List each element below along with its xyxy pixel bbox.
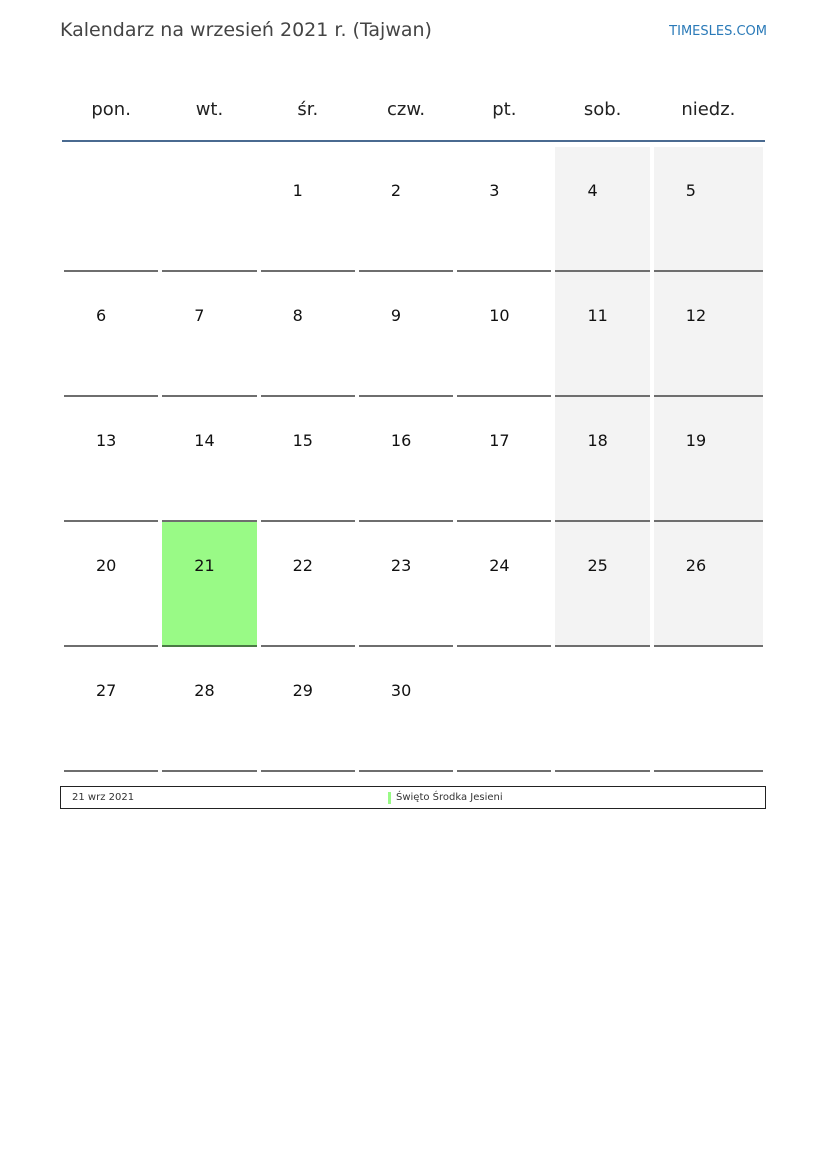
day-number: 3 <box>489 181 500 200</box>
day-number: 13 <box>96 431 117 450</box>
day-number: 11 <box>587 306 608 325</box>
legend-holiday-name: Święto Środka Jesieni <box>396 792 503 803</box>
weekday-header-row <box>62 76 765 142</box>
day-number: 25 <box>587 556 608 575</box>
day-cell <box>654 647 763 772</box>
day-cell-weekend <box>654 522 763 647</box>
weeks <box>62 147 765 772</box>
day-cell <box>162 647 256 772</box>
site-link[interactable]: TIMESLES.COM <box>669 24 767 39</box>
day-cell <box>555 647 649 772</box>
day-cell <box>162 397 256 522</box>
day-number: 6 <box>96 306 107 325</box>
day-cell-weekend <box>555 397 649 522</box>
day-number: 21 <box>194 556 215 575</box>
day-cell-weekend <box>555 272 649 397</box>
page-title: Kalendarz na wrzesień 2021 r. (Tajwan) <box>60 19 432 41</box>
week-row <box>62 397 765 522</box>
day-cell <box>457 522 551 647</box>
weekday-mon: pon. <box>91 98 131 120</box>
calendar-grid <box>62 76 765 772</box>
day-cell <box>261 272 355 397</box>
day-number: 30 <box>390 681 412 700</box>
day-cell <box>162 147 256 272</box>
day-number: 22 <box>292 556 313 575</box>
day-cell <box>261 522 355 647</box>
week-row <box>62 522 765 647</box>
day-number: 14 <box>194 431 215 450</box>
day-number: 16 <box>390 431 412 450</box>
weekday-wed: śr. <box>297 98 319 120</box>
day-number: 4 <box>587 181 598 200</box>
day-number: 12 <box>685 306 707 325</box>
day-cell-weekend <box>555 522 649 647</box>
day-cell-weekend <box>654 397 763 522</box>
day-number: 20 <box>96 556 117 575</box>
day-cell-weekend <box>654 272 763 397</box>
day-cell-holiday <box>162 522 256 647</box>
day-cell <box>64 522 158 647</box>
day-cell <box>457 147 551 272</box>
day-cell <box>64 272 158 397</box>
legend-date: 21 wrz 2021 <box>72 792 135 803</box>
week-row <box>62 147 765 272</box>
day-cell <box>64 647 158 772</box>
day-cell-weekend <box>555 147 649 272</box>
day-number: 5 <box>685 181 696 200</box>
day-number: 19 <box>685 431 707 450</box>
day-number: 28 <box>194 681 215 700</box>
day-cell-weekend <box>654 147 763 272</box>
day-number: 27 <box>96 681 117 700</box>
day-number: 8 <box>292 306 303 325</box>
day-cell <box>457 272 551 397</box>
day-number: 26 <box>685 556 707 575</box>
day-number: 1 <box>292 181 303 200</box>
day-cell <box>261 397 355 522</box>
day-number: 9 <box>390 306 402 325</box>
day-cell <box>64 147 158 272</box>
day-cell <box>359 522 453 647</box>
holiday-legend <box>60 786 766 809</box>
day-number: 17 <box>489 431 510 450</box>
day-cell <box>359 647 453 772</box>
day-cell <box>64 397 158 522</box>
day-cell <box>457 397 551 522</box>
day-cell <box>261 647 355 772</box>
weekday-fri: pt. <box>492 98 517 120</box>
week-row <box>62 272 765 397</box>
day-cell <box>457 647 551 772</box>
weekday-tue: wt. <box>195 98 224 120</box>
day-number: 15 <box>292 431 313 450</box>
day-cell <box>359 272 453 397</box>
weekday-sun: niedz. <box>681 98 736 120</box>
day-number: 29 <box>292 681 313 700</box>
day-cell <box>359 147 453 272</box>
day-cell <box>359 397 453 522</box>
day-cell <box>261 147 355 272</box>
weekday-thu: czw. <box>386 98 426 120</box>
day-number: 18 <box>587 431 608 450</box>
weekday-sat: sob. <box>583 98 622 120</box>
day-number: 7 <box>194 306 205 325</box>
day-number: 10 <box>489 306 510 325</box>
day-cell <box>162 272 256 397</box>
day-number: 24 <box>489 556 510 575</box>
day-number: 2 <box>390 181 402 200</box>
week-row <box>62 647 765 772</box>
day-number: 23 <box>390 556 412 575</box>
legend-color-swatch <box>388 792 391 804</box>
